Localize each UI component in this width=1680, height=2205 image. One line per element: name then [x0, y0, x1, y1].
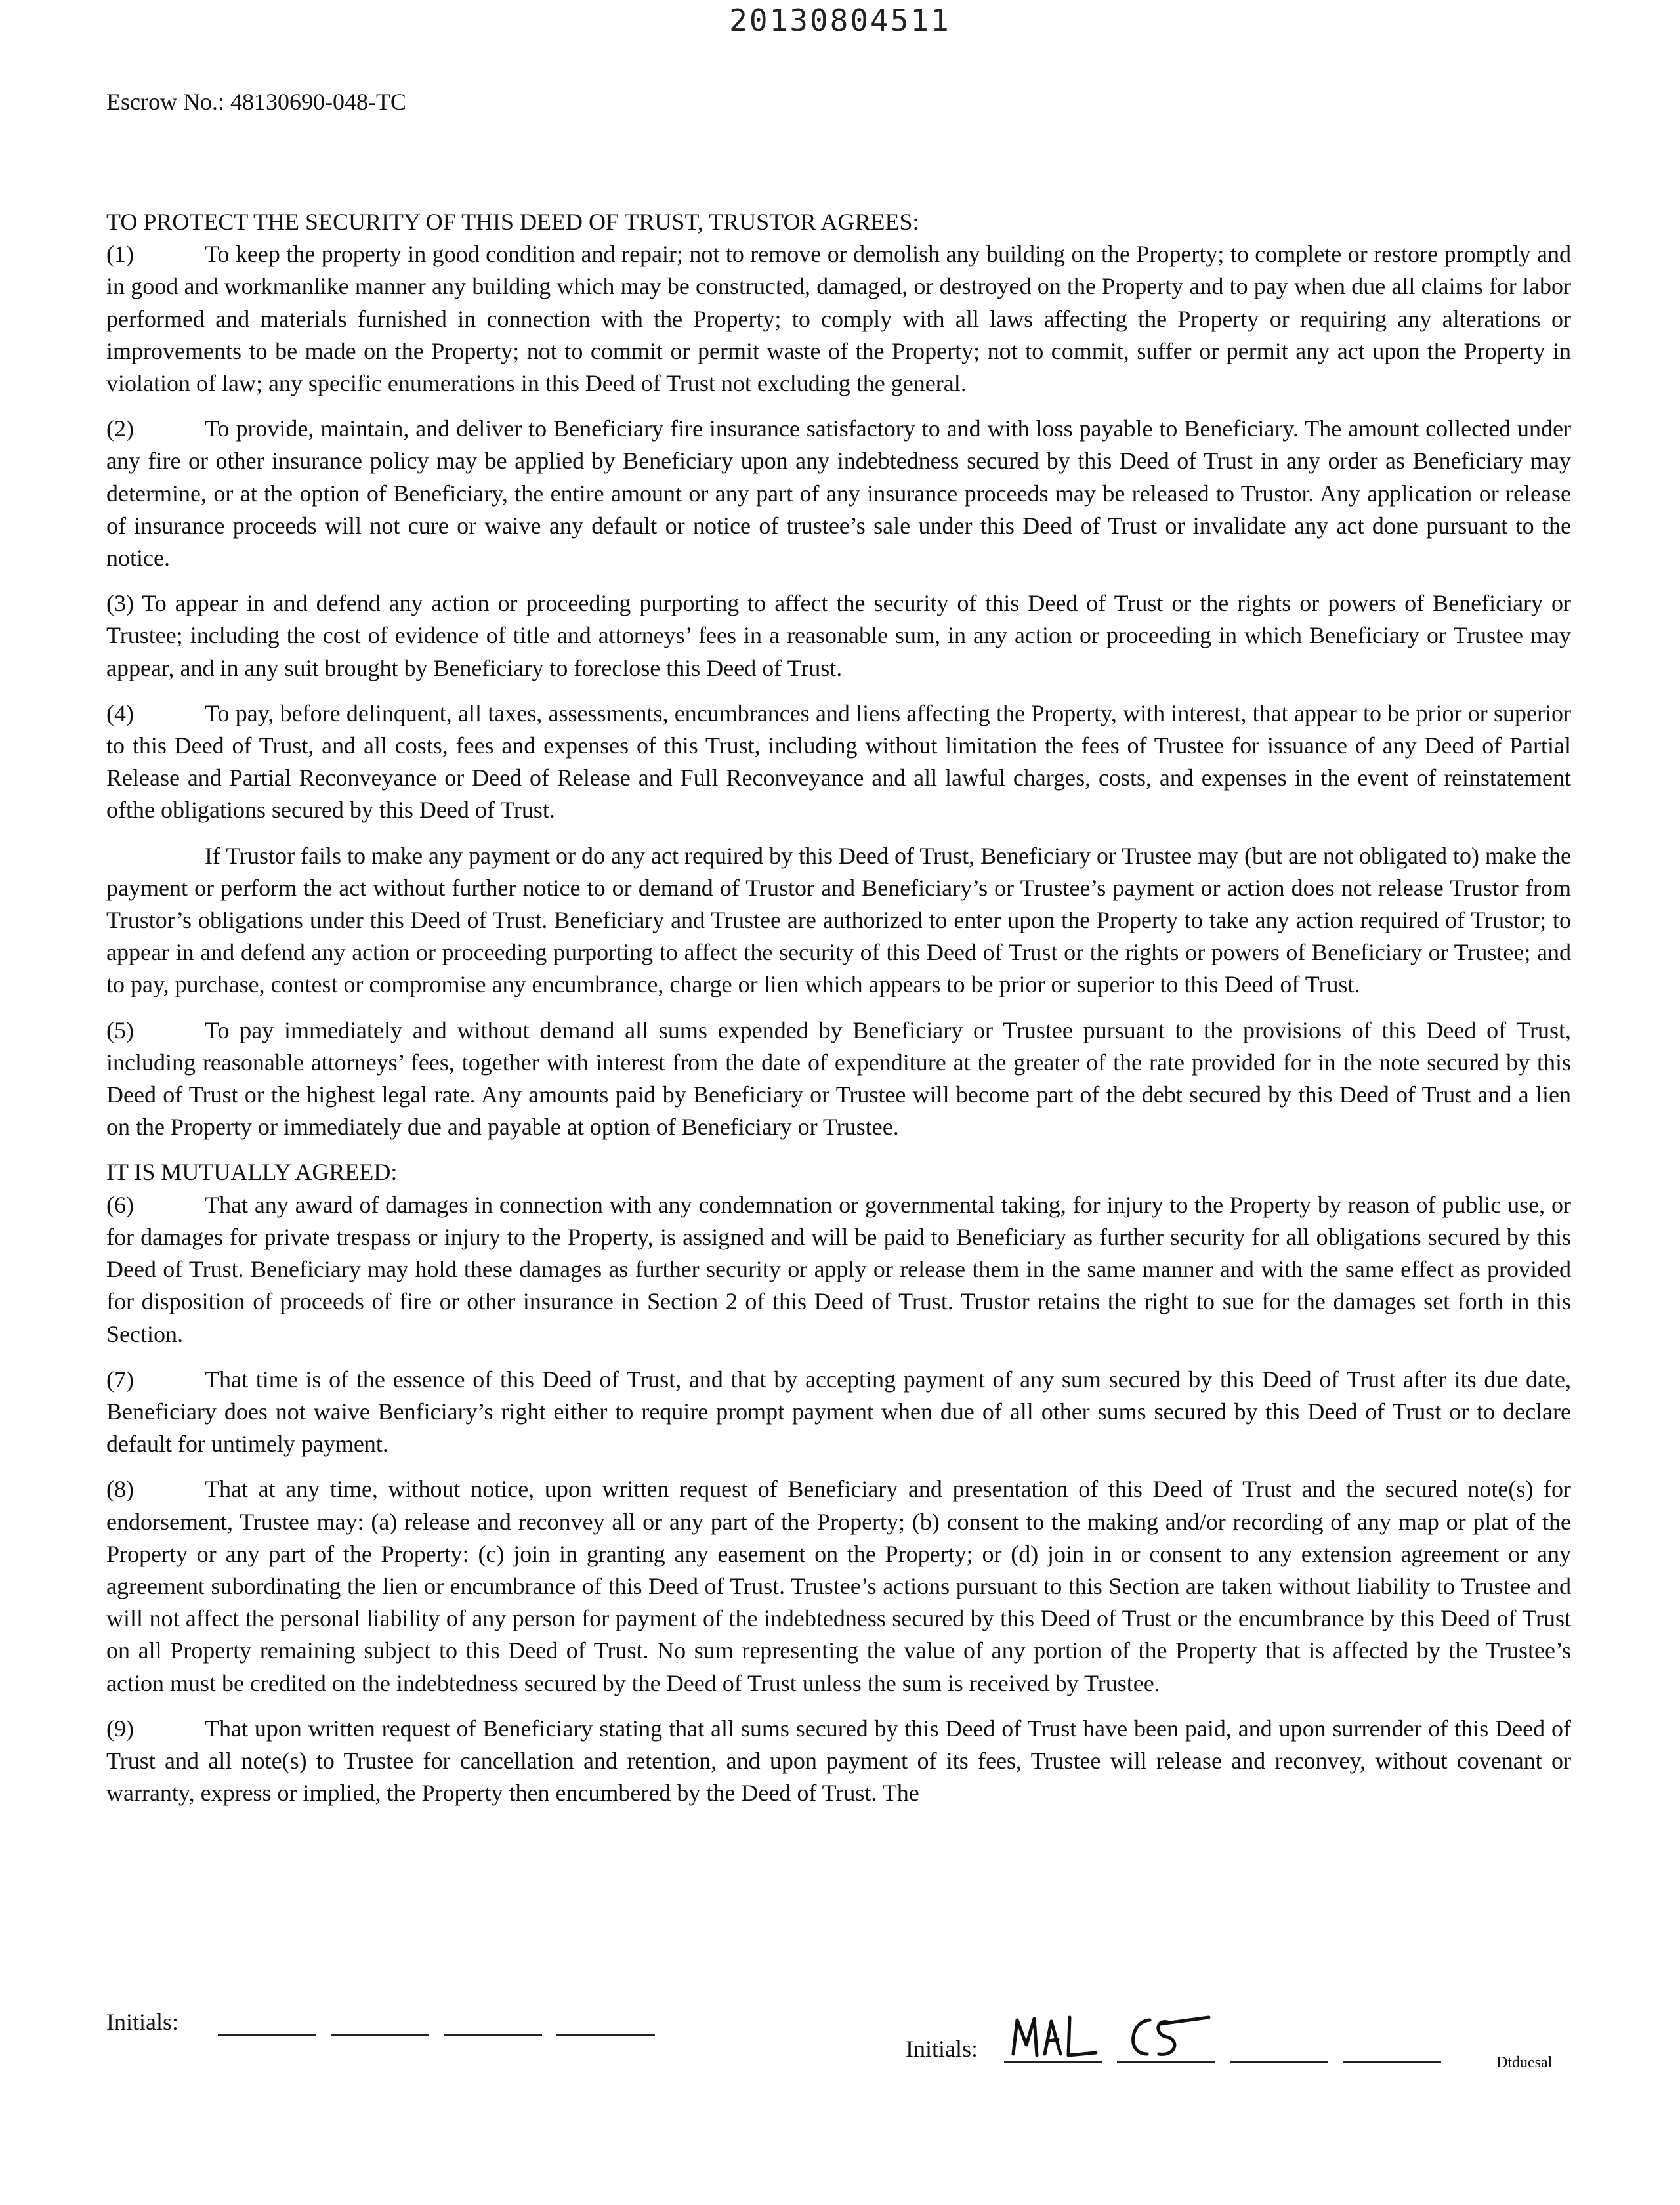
clause-7	[106, 1364, 1571, 1461]
escrow-label: Escrow No.:	[106, 89, 224, 115]
clause-text: To pay, before delinquent, all taxes, assessments, encumbrances and liens affecting the Property, with interest, that appear to be prior or superior to this Deed of Trust, and all costs, fees and expenses of this Trust, including without limitation the fees of Trustee for issuance of any Deed of Partial Release and Partial Reconveyance or Deed of Release and Full Reconveyance and all lawful charges, costs, and expenses in the event of reinstatement ofthe obligations secured by this Deed of Trust.	[106, 700, 1571, 824]
clause-text: That time is of the essence of this Deed of Trust, and that by accepting payment of any sum secured by this Deed of Trust after its due date, Beneficiary does not waive Benficiary’s right either to require prompt payment when due of all other sums secured by this Deed of Trust or to declare default for untimely payment.	[106, 1366, 1571, 1458]
clause-4	[106, 698, 1571, 827]
clause-text: To provide, maintain, and deliver to Beneficiary fire insurance satisfactory to and with loss payable to Beneficiary. The amount collected under any fire or other insurance policy may be applied by Beneficiary upon any indebtedness secured by this Deed of Trust in any order as Beneficiary may determine, or at the option of Beneficiary, the entire amount or any part of any insurance proceeds may be released to Trustor. Any application or release of insurance proceeds will not cure or waive any default or notice of trustee’s sale under this Deed of Trust or invalidate any act done pursuant to the notice.	[106, 415, 1571, 572]
handwritten-initials-cs-icon	[1117, 2008, 1215, 2061]
clause-3	[106, 587, 1571, 684]
initials-blank[interactable]	[1230, 2058, 1328, 2063]
clause-8	[106, 1473, 1571, 1699]
escrow-value: 48130690-048-TC	[230, 89, 406, 115]
clause-number: (2)	[106, 415, 134, 442]
clause-number: (1)	[106, 241, 134, 268]
clause-6	[106, 1189, 1571, 1351]
initials-label-right: Initials:	[906, 2036, 978, 2062]
clause-number: (9)	[106, 1715, 134, 1742]
clause-5	[106, 1015, 1571, 1144]
clause-text: To appear in and defend any action or proceeding purporting to affect the security of this Deed of Trust or the rights or powers of Beneficiary or Trustee; including the cost of evidence of title and attorneys’ fees in a reasonable sum, in any action or proceeding in which Beneficiary or Trustee may appear, and in any suit brought by Beneficiary to foreclose this Deed of Trust.	[106, 590, 1572, 681]
clause-number: (3)	[106, 590, 134, 617]
handwritten-initials-cs	[1117, 2008, 1215, 2063]
clause-number: (5)	[106, 1017, 134, 1043]
document-body	[106, 206, 1571, 1822]
clause-number: (4)	[106, 700, 134, 726]
clause-text: That any award of damages in connection with any condemnation or governmental taking, for injury to the Property by reason of public use, or for damages for private trespass or injury to the Property, is assigned and will be paid to Beneficiary as further security for all obligations secured by this Deed of Trust. Beneficiary may hold these damages as further security or apply or release them in the same manner and with the same effect as provided for disposition of proceeds of fire or other insurance in Section 2 of this Deed of Trust. Trustor retains the right to sue for the damages set forth in this Section.	[106, 1191, 1571, 1347]
escrow-number	[106, 88, 406, 116]
initials-trustor-block	[906, 2008, 1441, 2063]
initials-blank[interactable]	[1343, 2058, 1441, 2063]
handwritten-initials-mal	[1004, 2008, 1102, 2063]
handwritten-initials-mal-icon	[1004, 2008, 1102, 2061]
clause-number: (6)	[106, 1191, 134, 1218]
clause-number: (8)	[106, 1476, 134, 1503]
clause-trustor-failure: If Trustor fails to make any payment or do any act required by this Deed of Trust, Beneficiary or Trustee may (but are not obligated to) make the payment or perform the act without further notice to or demand of Trustor and Beneficiary’s or Trustee’s payment or action does not release Trustor from Trustor’s obligations under this Deed of Trust. Beneficiary and Trustee are authorized to enter upon the Property to take any action required of Trustor; to appear in and defend any action or proceeding purporting to affect the security of this Deed of Trust or the rights or powers of Beneficiary or Trustee; and to pay, purchase, contest or compromise any encumbrance, charge or lien which appears to be prior or superior to this Deed of Trust.	[106, 842, 1571, 998]
clause-text: To keep the property in good condition and repair; not to remove or demolish any building on the Property; to complete or restore promptly and in good and workmanlike manner any building which may be constructed, damaged, or destroyed on the Property and to pay when due all claims for labor performed and materials furnished in connection with the Property; to comply with all laws affecting the Property or requiring any alterations or improvements to be made on the Property; not to commit or permit waste of the Property; not to commit, suffer or permit any act upon the Property in violation of law; any specific enumerations in this Deed of Trust not excluding the general.	[106, 241, 1571, 397]
initials-blank[interactable]	[556, 2031, 655, 2036]
clause-2	[106, 413, 1571, 574]
initials-blank[interactable]	[218, 2031, 316, 2036]
section-heading-trustor-agrees: TO PROTECT THE SECURITY OF THIS DEED OF TRUST, TRUSTOR AGREES:	[106, 209, 919, 235]
form-code: Dtduesal	[1496, 2054, 1553, 2071]
initials-trustee-block	[106, 2008, 655, 2036]
initials-label-left: Initials:	[106, 2009, 178, 2035]
recording-number: 20130804511	[729, 3, 951, 38]
clause-9	[106, 1713, 1571, 1810]
initials-blank[interactable]	[444, 2031, 542, 2036]
clause-number: (7)	[106, 1366, 134, 1393]
section-heading-mutually-agreed: IT IS MUTUALLY AGREED:	[106, 1159, 398, 1186]
initials-blank[interactable]	[331, 2031, 429, 2036]
clause-text: To pay immediately and without demand all sums expended by Beneficiary or Trustee pursuant to the provisions of this Deed of Trust, including reasonable attorneys’ fees, together with interest from the date of expenditure at the greater of the rate provided for in the note secured by this Deed of Trust or the highest legal rate. Any amounts paid by Beneficiary or Trustee will become part of the debt secured by this Deed of Trust and a lien on the Property or immediately due and payable at option of Beneficiary or Trustee.	[106, 1017, 1571, 1141]
clause-1	[106, 238, 1571, 400]
clause-text: That upon written request of Beneficiary stating that all sums secured by this Deed of Trust have been paid, and upon surrender of this Deed of Trust and all note(s) to Trustee for cancellation and retention, and upon payment of its fees, Trustee will release and reconvey, without covenant or warranty, express or implied, the Property then encumbered by the Deed of Trust. The	[106, 1715, 1571, 1807]
clause-text: That at any time, without notice, upon written request of Beneficiary and presentation of this Deed of Trust and the secured note(s) for endorsement, Trustee may: (a) release and reconvey all or any part of the Property; (b) consent to the making and/or recording of any map or plat of the Property or any part of the Property: (c) join in granting any easement on the Property; or (d) join in or consent to any extension agreement or any agreement subordinating the lien or encumbrance of this Deed of Trust. Trustee’s actions pursuant to this Section are taken without liability to Trustee and will not affect the personal liability of any person for payment of the indebtedness secured by this Deed of Trust or the encumbrance by this Deed of Trust on all Property remaining subject to this Deed of Trust. No sum representing the value of any portion of the Property that is affected by the Trustee’s action must be credited on the indebtedness secured by the Deed of Trust unless the sum is received by Trustee.	[106, 1476, 1571, 1696]
